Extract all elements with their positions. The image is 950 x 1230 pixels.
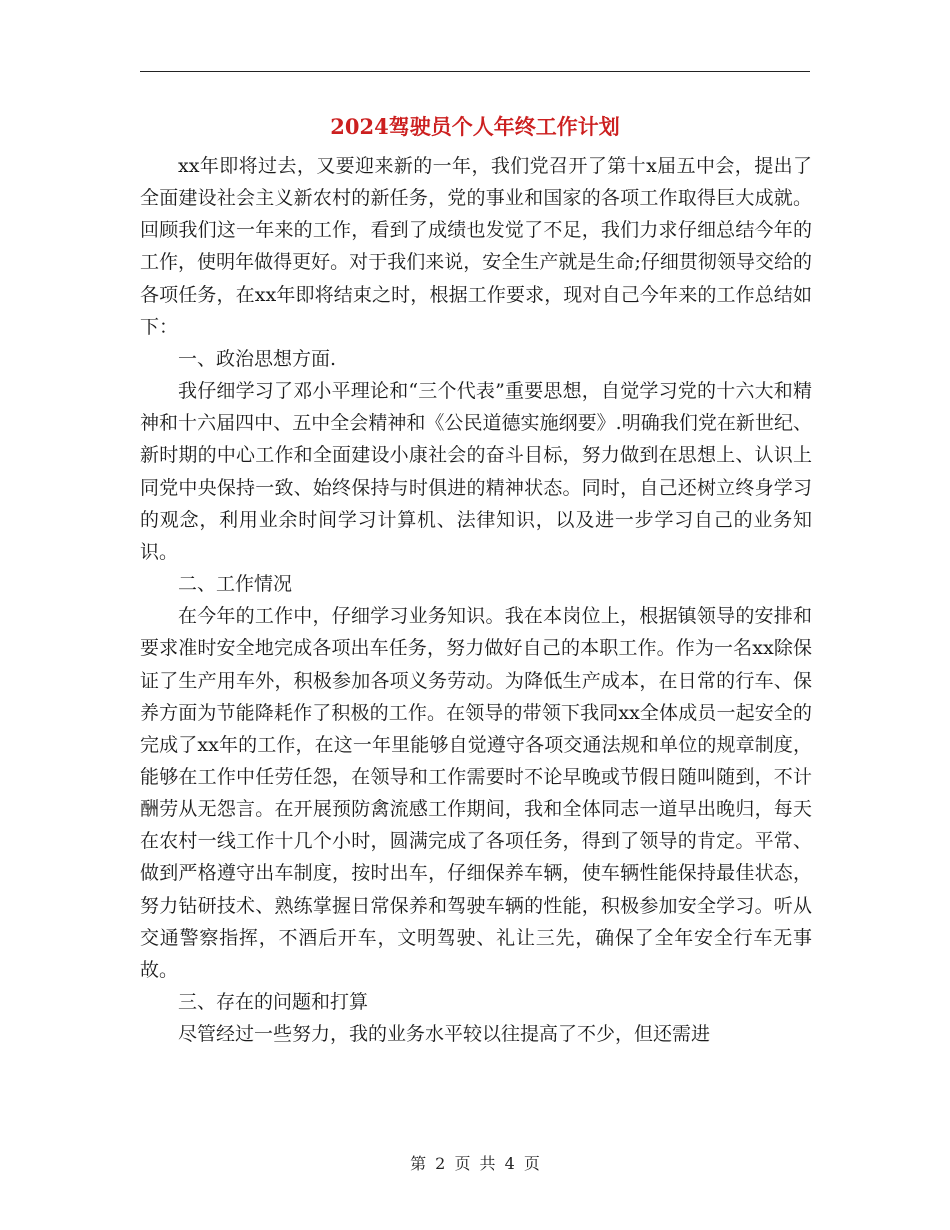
document-title: 2024驾驶员个人年终工作计划 [330, 114, 620, 139]
section-heading-political: 一、政治思想方面. [178, 347, 337, 370]
header-rule [140, 71, 810, 72]
paragraph-work: 在今年的工作中，仔细学习业务知识。我在本岗位上，根据镇领导的安排和要求准时安全地完成各项出车任务，努力做好自己的本职工作。作为一名xx除保证了生产用车外，积极参加各项义务劳动。为降低生产成本，在日常的行车、保养方面为节能降耗作了积极的工作。在领导的带领下我同xx全体成员一起安全的完成了xx年的工作，在这一年里能够自觉遵守各项交通法规和单位的规章制度，能够在工作中任劳任怨，在领导和工作需要时不论早晚或节假日随叫随到，不计酬劳从无怨言。在开展预防禽流感工作期间，我和全体同志一道早出晚归，每天在农村一线工作十几个小时，圆满完成了各项任务，得到了领导的肯定。平常、做到严格遵守出车制度，按时出车，仔细保养车辆，使车辆性能保持最佳状态，努力钻研技术、熟练掌握日常保养和驾驶车辆的性能，积极参加安全学习。听从交通警察指挥，不酒后开车，文明驾驶、礼让三先，确保了全年安全行车无事故。 [140, 605, 812, 981]
section-heading-problems: 三、存在的问题和打算 [178, 991, 369, 1014]
page-number: 第 2 页 共 4 页 [410, 1154, 540, 1173]
section-heading-work: 二、工作情况 [178, 573, 293, 596]
paragraph-intro: xx年即将过去，又要迎来新的一年，我们党召开了第十x届五中会，提出了全面建设社会主义新农村的新任务，党的事业和国家的各项工作取得巨大成就。回顾我们这一年来的工作，看到了成绩也发觉了不足，我们力求仔细总结今年的工作，使明年做得更好。对于我们来说，安全生产就是生命;仔细贯彻领导交给的各项任务，在xx年即将结束之时，根据工作要求，现对自己今年来的工作总结如下： [140, 155, 812, 338]
paragraph-political: 我仔细学习了邓小平理论和“三个代表”重要思想，自觉学习党的十六大和精神和十六届四中、五中全会精神和《公民道德实施纲要》.明确我们党在新世纪、新时期的中心工作和全面建设小康社会的奋斗目标，努力做到在思想上、认识上同党中央保持一致、始终保持与时俱进的精神状态。同时，自己还树立终身学习的观念，利用业余时间学习计算机、法律知识，以及进一步学习自己的业务知识。 [140, 380, 812, 563]
document-body [140, 150, 812, 1050]
paragraph-problems: 尽管经过一些努力，我的业务水平较以往提高了不少，但还需进 [178, 1023, 711, 1046]
